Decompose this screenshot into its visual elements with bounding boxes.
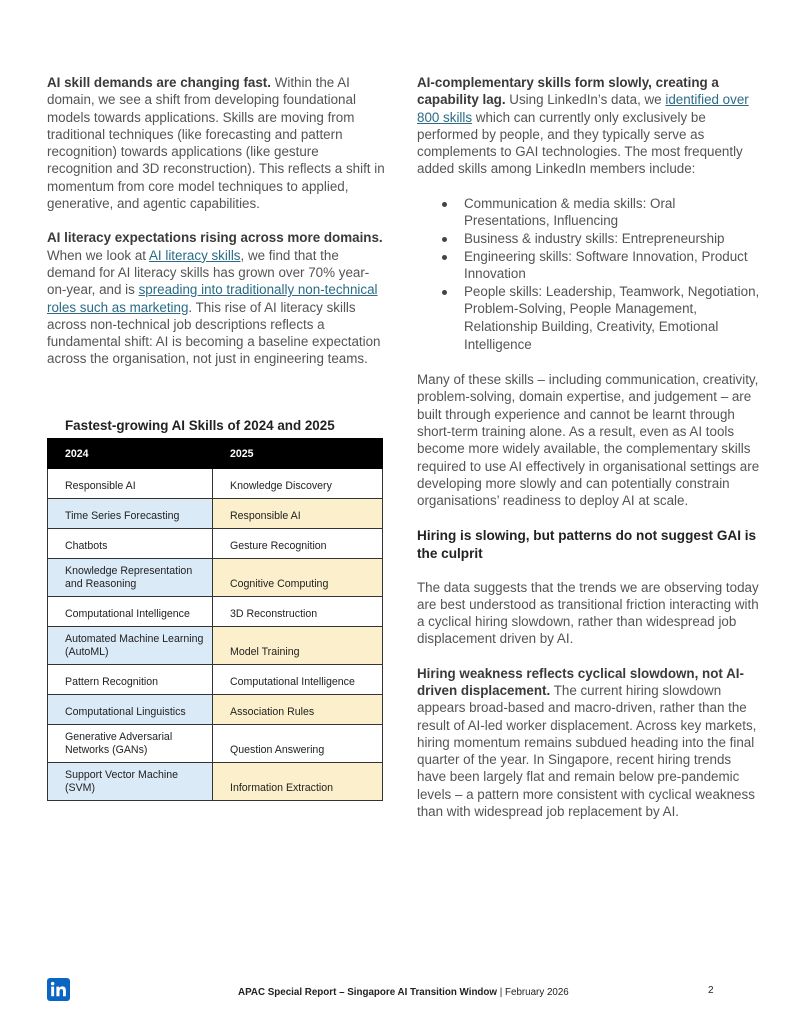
table-row	[48, 763, 383, 801]
table-cell: Knowledge Representation and Reasoning	[48, 559, 213, 597]
table-cell: Model Training	[213, 627, 383, 665]
skills-table	[47, 438, 383, 801]
report-title: APAC Special Report – Singapore AI Transition Window	[238, 987, 498, 998]
paragraph-lead: AI skill demands are changing fast.	[47, 75, 271, 90]
table-cell: Responsible AI	[48, 469, 213, 499]
paragraph-ai-literacy	[47, 229, 387, 367]
column-header-2024: 2024	[48, 439, 213, 469]
table-cell: Responsible AI	[213, 499, 383, 529]
footer-separator: |	[497, 987, 506, 998]
section-heading: Hiring is slowing, but patterns do not suggest GAI is the culprit	[417, 527, 757, 561]
paragraph-lead: AI-complementary skills form slowly, creating a capability lag.	[417, 75, 719, 108]
paragraph-text: When we look at	[47, 247, 149, 263]
list-item: Business & industry skills: Entrepreneurship	[441, 230, 763, 248]
paragraph-text: , we find that the demand for AI literacy skills has grown over 70% year-on-year, and is	[47, 247, 370, 298]
paragraph-hiring-weakness	[417, 665, 763, 821]
table-header-row	[48, 439, 383, 469]
table-row	[48, 597, 383, 627]
table-row	[48, 627, 383, 665]
table-cell: Automated Machine Learning (AutoML)	[48, 627, 213, 665]
linkedin-logo-icon	[47, 978, 70, 1001]
table-cell: Information Extraction	[213, 763, 383, 801]
table-row	[48, 695, 383, 725]
paragraph-lead: Hiring weakness reflects cyclical slowdown, not AI-driven displacement.	[417, 665, 744, 698]
table-cell: Association Rules	[213, 695, 383, 725]
paragraph-text: Using LinkedIn’s data, we	[505, 92, 666, 108]
non-technical-roles-link[interactable]: spreading into traditionally non-technical roles such as marketing	[47, 282, 378, 315]
report-date: February 2026	[505, 987, 569, 998]
table-cell: Chatbots	[48, 529, 213, 559]
paragraph-ai-skill-demands	[47, 74, 387, 212]
table-cell: Computational Intelligence	[48, 597, 213, 627]
paragraph-text: . This rise of AI literacy skills across non-technical job descriptions reflects a fundamental shift: AI is becoming a baseline expectation across the organisation, not just in engineering teams.	[47, 299, 381, 367]
column-header-2025: 2025	[213, 439, 383, 469]
paragraph-skills-built: Many of these skills – including communication, creativity, problem-solving, domain expertise, and judgement – are built through experience and cannot be learnt through short-term training alone. As a result, even as AI tools become more widely available, the complementary skills required to use AI effectively in organisational settings are developing more slowly and can potentially constrain organisations’ readiness to deploy AI at scale.	[417, 372, 760, 509]
list-item: Engineering skills: Software Innovation, Product Innovation	[441, 248, 763, 283]
paragraph-body: Within the AI domain, we see a shift from developing foundational models towards applications. Skills are moving from traditional techniques (like forecasting and pattern recognition) towards applications (like gesture recognition and 3D reconstruction). This reflects a shift in momentum from core model techniques to applied, generative, and agentic capabilities.	[47, 75, 385, 212]
skills-bullet-list	[441, 195, 763, 353]
paragraph-complementary-skills	[417, 74, 763, 178]
list-item: Communication & media skills: Oral Presentations, Influencing	[441, 195, 763, 230]
table-row	[48, 499, 383, 529]
table-row	[48, 725, 383, 763]
table-cell: Question Answering	[213, 725, 383, 763]
table-cell: Gesture Recognition	[213, 529, 383, 559]
paragraph-transitional-friction: The data suggests that the trends we are observing today are best understood as transitional friction interacting with a cyclical hiring slowdown, rather than widespread job displacement driven by AI.	[417, 579, 759, 647]
table-cell: Computational Intelligence	[213, 665, 383, 695]
list-item: People skills: Leadership, Teamwork, Negotiation, Problem-Solving, People Management, Relationship Building, Creativity, Emotional Intelligence	[441, 283, 763, 353]
table-cell: Generative Adversarial Networks (GANs)	[48, 725, 213, 763]
table-row	[48, 529, 383, 559]
page-number: 2	[708, 985, 714, 996]
table-title: Fastest-growing AI Skills of 2024 and 2025	[65, 418, 335, 433]
table-cell: Time Series Forecasting	[48, 499, 213, 529]
table-row	[48, 559, 383, 597]
table-row	[48, 469, 383, 499]
table-cell: Cognitive Computing	[213, 559, 383, 597]
paragraph-body: The current hiring slowdown appears broad-based and macro-driven, rather than the result of AI-led worker displacement. Across key markets, hiring momentum remains subdued heading into the final quarter of the year. In Singapore, recent hiring trends have been largely flat and remain below pre-pandemic levels – a pattern more consistent with cyclical weakness than with widespread job replacement by AI.	[417, 682, 757, 820]
table-cell: Support Vector Machine (SVM)	[48, 763, 213, 801]
right-column	[417, 74, 763, 837]
table-row	[48, 665, 383, 695]
footer-report-title	[238, 987, 569, 998]
ai-literacy-skills-link[interactable]: AI literacy skills	[148, 247, 241, 263]
table-cell: Pattern Recognition	[48, 665, 213, 695]
paragraph-lead: AI literacy expectations rising across more domains.	[47, 230, 383, 246]
paragraph-text: which can currently only exclusively be performed by people, and they typically serve as complements to GAI technologies. The most frequently added skills among LinkedIn members include:	[417, 109, 743, 177]
left-column	[47, 74, 387, 385]
identified-skills-link[interactable]: identified over 800 skills	[417, 92, 749, 125]
table-cell: 3D Reconstruction	[213, 597, 383, 627]
table-cell: Computational Linguistics	[48, 695, 213, 725]
table-cell: Knowledge Discovery	[213, 469, 383, 499]
